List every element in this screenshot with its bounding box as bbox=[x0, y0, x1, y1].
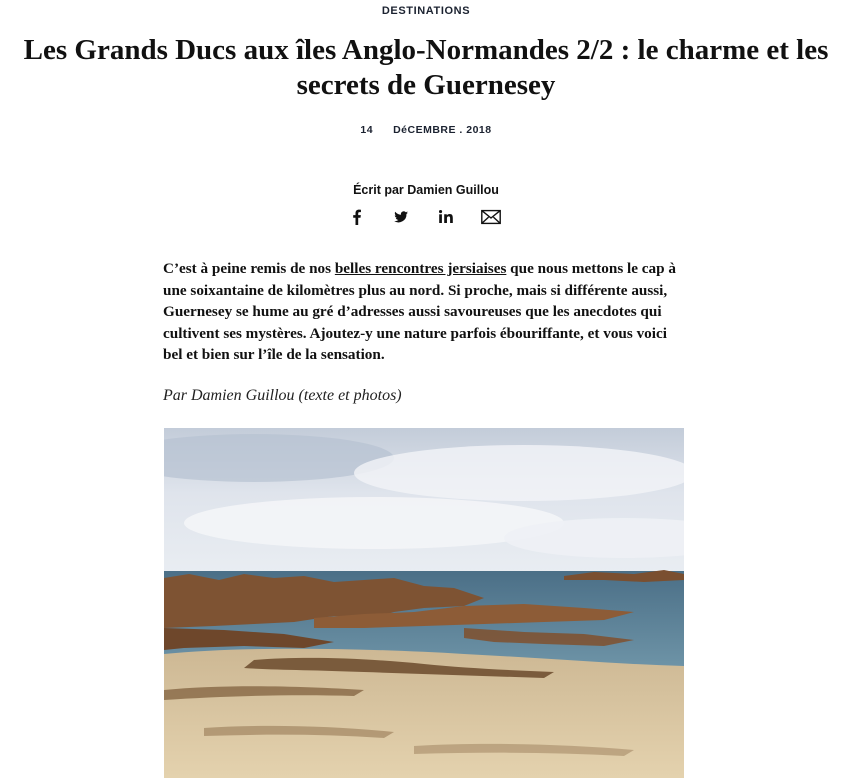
share-email-button[interactable] bbox=[480, 206, 502, 228]
facebook-icon bbox=[346, 206, 368, 228]
category-link[interactable]: DESTINATIONS bbox=[381, 5, 471, 17]
intro-paragraph bbox=[163, 258, 687, 366]
linkedin-icon bbox=[435, 206, 457, 228]
publish-date bbox=[0, 124, 852, 136]
coast-landscape-image bbox=[164, 428, 684, 778]
article-title: Les Grands Ducs aux îles Anglo-Normandes 2/2 : le charme et les secrets de Guernesey bbox=[23, 34, 829, 101]
share-linkedin-button[interactable] bbox=[435, 206, 457, 228]
share-facebook-button[interactable] bbox=[346, 206, 368, 228]
share-bar bbox=[346, 206, 506, 228]
share-twitter-button[interactable] bbox=[390, 206, 412, 228]
author-byline: Écrit par Damien Guillou bbox=[353, 183, 499, 197]
jersey-article-link[interactable]: belles rencontres jersiaises bbox=[334, 260, 507, 277]
photo-credit: Par Damien Guillou (texte et photos) bbox=[163, 387, 402, 404]
guernsey-coast-photo bbox=[164, 428, 684, 778]
date-day: 14 bbox=[360, 124, 374, 136]
date-month-year: DéCEMBRE . 2018 bbox=[393, 124, 492, 136]
intro-text-end: que nous mettons le cap à une soixantaine de kilomètres plus au nord. Si proche, mais si différente aussi, Guernesey se hume au gré d’adresses aussi savoureuses que les anecdotes qui cultivent ses mystères. Ajoutez-y une nature parfois ébouriffante, et vous voici bel et bien sur l’île de la sensation. bbox=[163, 260, 676, 363]
intro-text-start: C’est à peine remis de nos bbox=[163, 260, 335, 277]
twitter-icon bbox=[390, 206, 412, 228]
mail-icon bbox=[480, 206, 502, 228]
